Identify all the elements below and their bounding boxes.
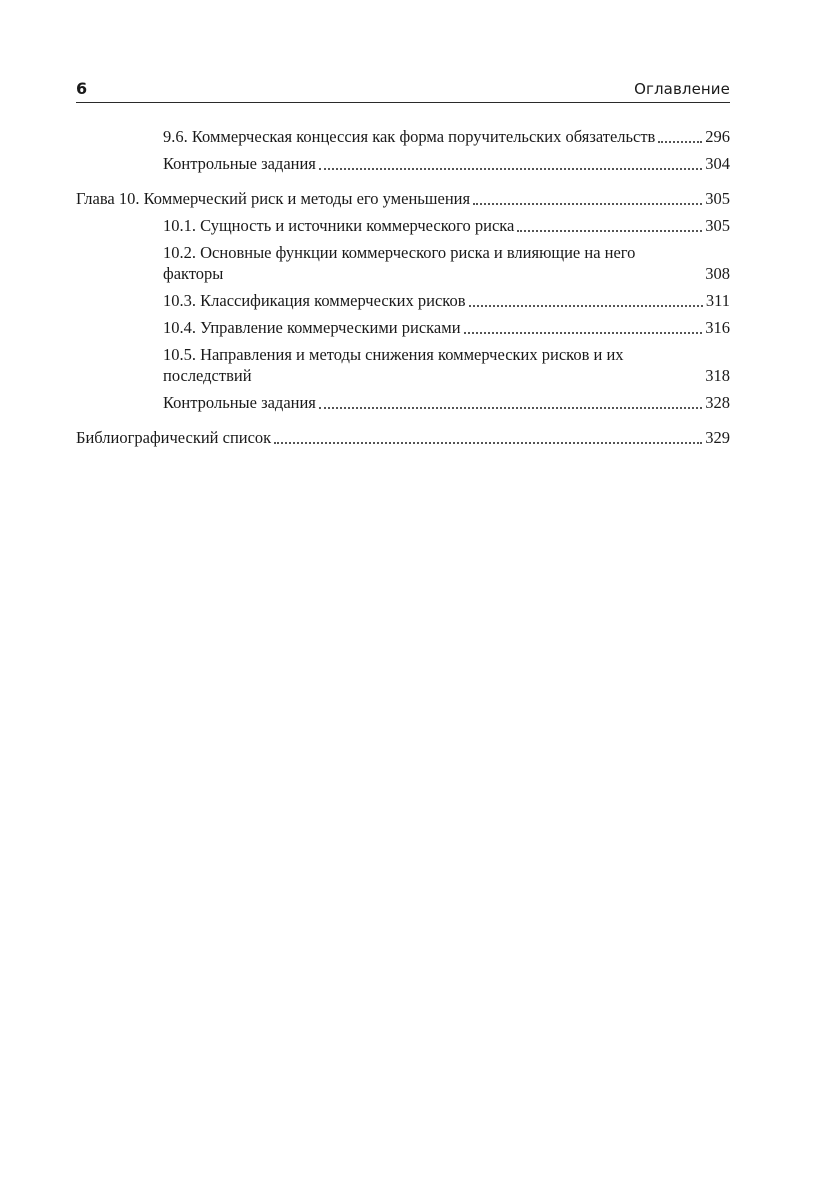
- toc-entry-page: 308: [705, 264, 730, 283]
- toc-entry-title: 9.6. Коммерческая концессия как форма поручительских обязательств: [163, 127, 656, 146]
- dot-leader: [658, 135, 702, 143]
- toc-entry-control-tasks-9[interactable]: [76, 153, 730, 174]
- toc-entry-title: Библиографический список: [76, 428, 272, 447]
- toc-entry-page: 328: [705, 393, 730, 412]
- toc-entry-page: 318: [705, 366, 730, 385]
- toc-entry-page: 311: [705, 291, 730, 310]
- toc-entry-title: 10.3. Классификация коммерческих рисков: [163, 291, 466, 310]
- toc-entry-chapter-10[interactable]: [76, 188, 730, 209]
- toc-entry-10-2[interactable]: [76, 242, 730, 284]
- toc-entry-page: 316: [705, 318, 730, 337]
- toc-entry-page: 305: [705, 216, 730, 235]
- table-of-contents: [76, 126, 730, 448]
- dot-leader: [274, 436, 702, 444]
- dot-leader: [517, 224, 702, 232]
- toc-entry-title: Контрольные задания: [163, 154, 316, 173]
- toc-entry-bibliography[interactable]: [76, 427, 730, 448]
- toc-entry-page: 304: [705, 154, 730, 173]
- toc-entry-title: 10.4. Управление коммерческими рисками: [163, 318, 461, 337]
- dot-leader: [319, 401, 702, 409]
- toc-entry-10-5[interactable]: [76, 344, 730, 386]
- toc-entry-title: 10.2. Основные функции коммерческого риска и влияющие на него факторы: [163, 243, 636, 283]
- toc-entry-title: Контрольные задания: [163, 393, 316, 412]
- toc-entry-page: 305: [705, 189, 730, 208]
- toc-entry-9-6[interactable]: [76, 126, 730, 147]
- toc-entry-title: 10.1. Сущность и источники коммерческого риска: [163, 216, 515, 235]
- toc-entry-10-1[interactable]: [76, 215, 730, 236]
- dot-leader: [319, 162, 702, 170]
- dot-leader: [464, 326, 703, 334]
- dot-leader: [469, 299, 703, 307]
- toc-entry-control-tasks-10[interactable]: [76, 392, 730, 413]
- running-header: [76, 78, 730, 103]
- toc-entry-page: 296: [705, 127, 730, 146]
- toc-entry-10-4[interactable]: [76, 317, 730, 338]
- page-number: 6: [76, 79, 88, 98]
- running-title: Оглавление: [634, 80, 730, 98]
- toc-entry-page: 329: [705, 428, 730, 447]
- dot-leader: [473, 197, 702, 205]
- toc-entry-10-3[interactable]: [76, 290, 730, 311]
- toc-entry-title: Глава 10. Коммерческий риск и методы его уменьшения: [76, 189, 471, 208]
- toc-entry-title: 10.5. Направления и методы снижения коммерческих рисков и их последствий: [163, 345, 624, 385]
